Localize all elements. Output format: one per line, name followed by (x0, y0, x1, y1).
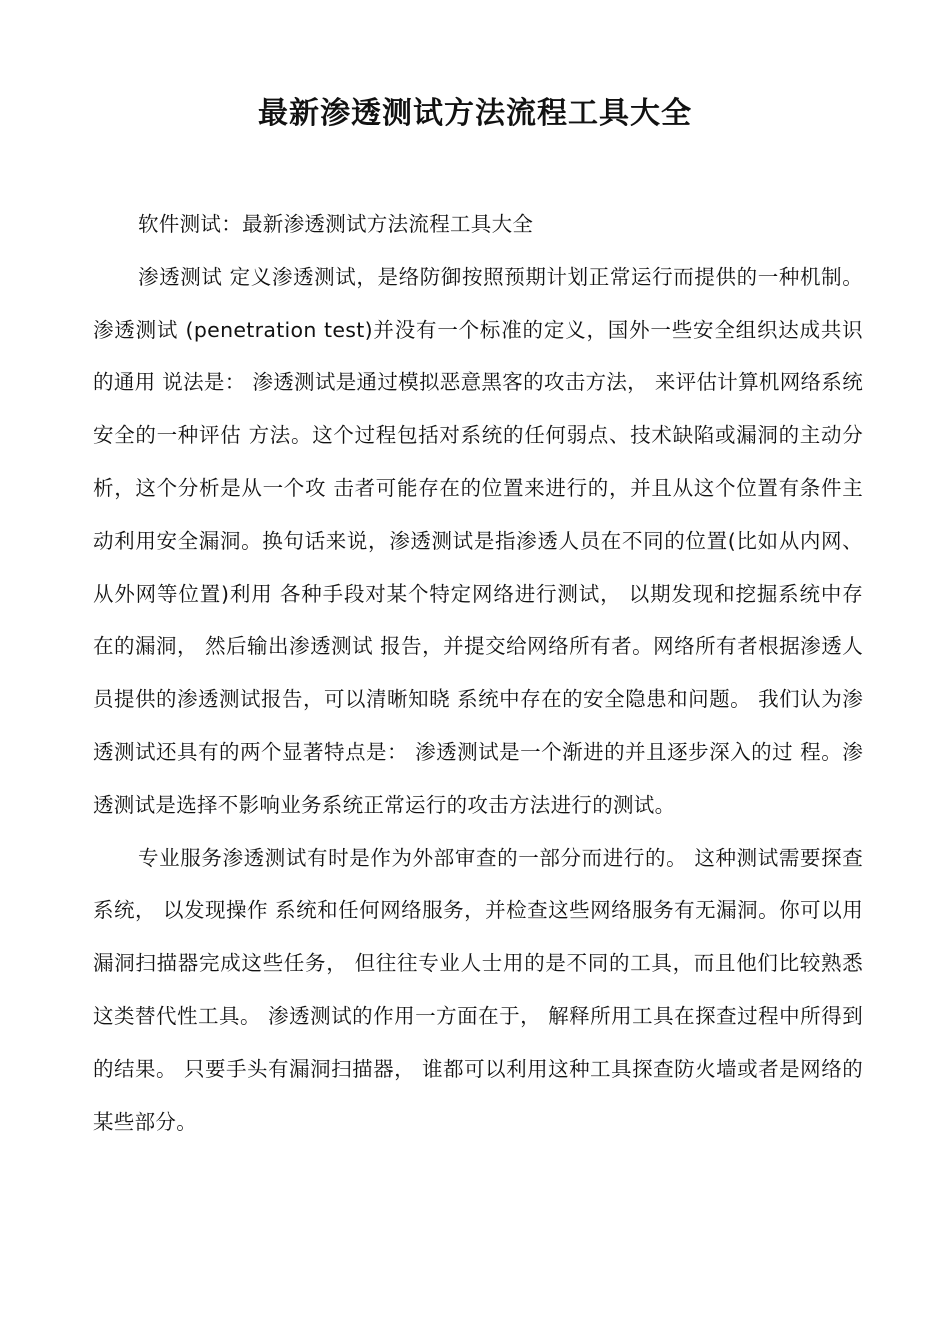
document-title: 最新渗透测试方法流程工具大全 (258, 96, 692, 131)
paragraph-subtitle: 软件测试：最新渗透测试方法流程工具大全 (138, 212, 534, 236)
paragraph-definition: 渗透测试 定义渗透测试，是络防御按照预期计划正常运行而提供的一种机制。 渗透测试 (penetration test)并没有一个标准的定义，国外一些安全组织达成共识的通用 说法是： 渗透测试是通过模拟恶意黑客的攻击方法， 来评估计算机网络系统安全的一种评估 方法。这个过程包括对系统的任何弱点、技术缺陷或漏洞的主动分析，这个分析是从一个攻 击者可能存在的位置来进行的，并且从这个位置有条件主动利用安全漏洞。换句话来说，渗透测试是指渗透人员在不同的位置(比如从内网、从外网等位置)利用 各种手段对某个特定网络进行测试， 以期发现和挖掘系统中存在的漏洞， 然后输出渗透测试 报告，并提交给网络所有者。网络所有者根据渗透人员提供的渗透测试报告，可以清晰知晓 系统中存在的安全隐患和问题。 我们认为渗透测试还具有的两个显著特点是： 渗透测试是一个渐进的并且逐步深入的过 程。渗透测试是选择不影响业务系统正常运行的攻击方法进行的测试。 (93, 264, 863, 817)
paragraph-professional-service: 专业服务渗透测试有时是作为外部审查的一部分而进行的。 这种测试需要探查系统， 以发现操作 系统和任何网络服务，并检查这些网络服务有无漏洞。你可以用漏洞扫描器完成这些任务， 但往往专业人士用的是不同的工具，而且他们比较熟悉这类替代性工具。 渗透测试的作用一方面在于， 解释所用工具在探查过程中所得到的结果。 只要手头有漏洞扫描器， 谁都可以利用这种工具探查防火墙或者是网络的某些部分。 (93, 845, 863, 1134)
document-body (93, 198, 863, 1148)
